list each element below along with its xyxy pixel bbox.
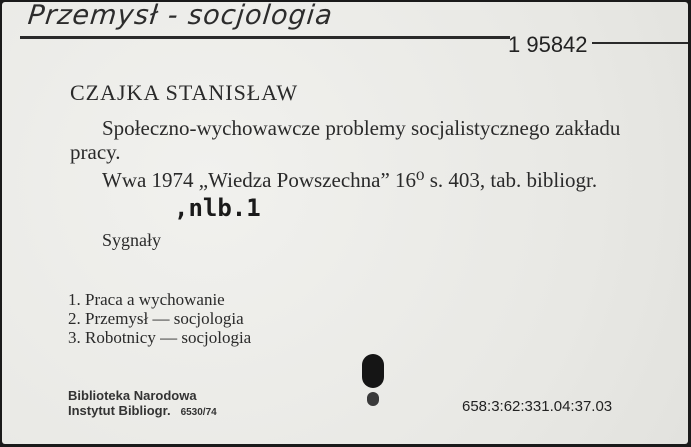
library-stamp: ,nlb.1 (174, 194, 261, 222)
form-number: 6530/74 (180, 407, 217, 418)
institute-name: Instytut Bibliogr. (68, 403, 171, 418)
book-title: Społeczno-wychowawcze problemy socjalistycznego zakładu pracy. (70, 116, 621, 164)
subject-item: 3. Robotnicy — socjologia (68, 328, 252, 347)
publication-details: Wwa 1974 „Wiedza Powszechna” 16⁰ s. 403, tab. bibliogr. (102, 168, 598, 192)
sygnaly-label: Sygnały (102, 230, 162, 250)
library-imprint (68, 388, 217, 420)
call-number-line (592, 42, 688, 44)
subject-heading-handwritten: Przemysł - socjologia (26, 0, 335, 31)
library-name: Biblioteka Narodowa (68, 388, 197, 403)
punch-hole (362, 354, 384, 388)
catalog-card (2, 2, 688, 444)
author-name: CZAJKA STANISŁAW (70, 80, 299, 105)
punch-hole-mark (367, 392, 379, 406)
call-number: 1 95842 (508, 32, 588, 57)
subject-list (68, 290, 251, 347)
subject-item: 1. Praca a wychowanie (68, 290, 225, 309)
subject-item: 2. Przemysł — socjologia (68, 309, 244, 328)
heading-underline (20, 36, 510, 39)
classification-code: 658:3:62:331.04:37.03 (462, 398, 613, 415)
